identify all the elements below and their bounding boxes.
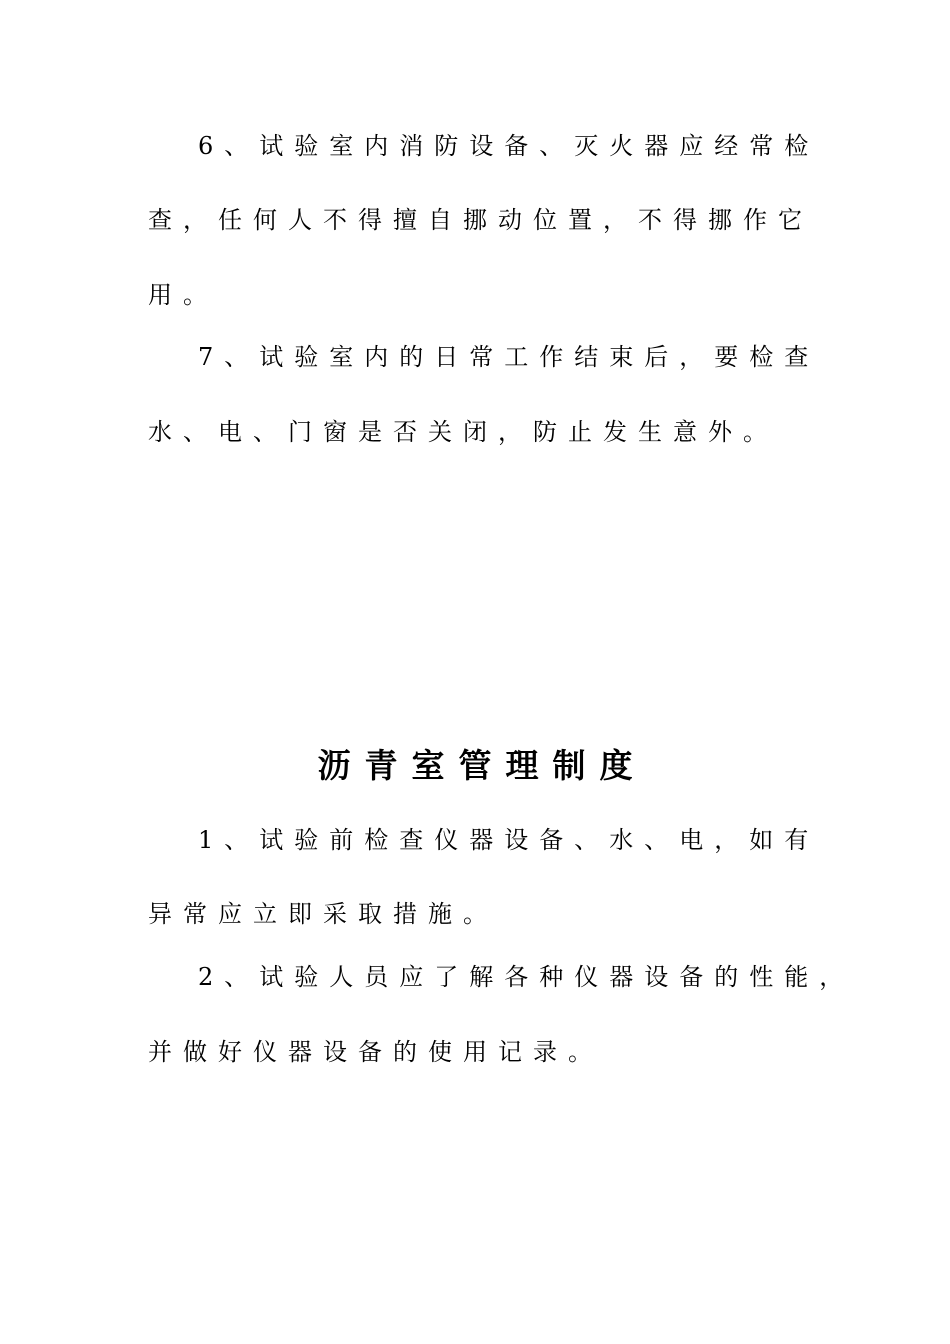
rule-6-line-1: 6、试验室内消防设备、灭火器应经常检: [198, 132, 820, 160]
asphalt-rule-1-line-1: 1、试验前检查仪器设备、水、电，如有: [198, 826, 820, 854]
asphalt-rule-2-line-2: 并做好仪器设备的使用记录。: [148, 1038, 603, 1066]
rule-6-line-3: 用。: [148, 281, 218, 309]
rule-7-line-2: 水、电、门窗是否关闭，防止发生意外。: [148, 418, 778, 446]
section-title: 沥青室管理制度: [317, 746, 647, 785]
asphalt-rule-1-line-2: 异常应立即采取措施。: [148, 900, 498, 928]
rule-6-line-2: 查，任何人不得擅自挪动位置，不得挪作它: [148, 206, 813, 234]
asphalt-rule-2-line-1: 2、试验人员应了解各种仪器设备的性能，: [198, 963, 855, 991]
rule-7-line-1: 7、试验室内的日常工作结束后，要检查: [198, 343, 820, 371]
